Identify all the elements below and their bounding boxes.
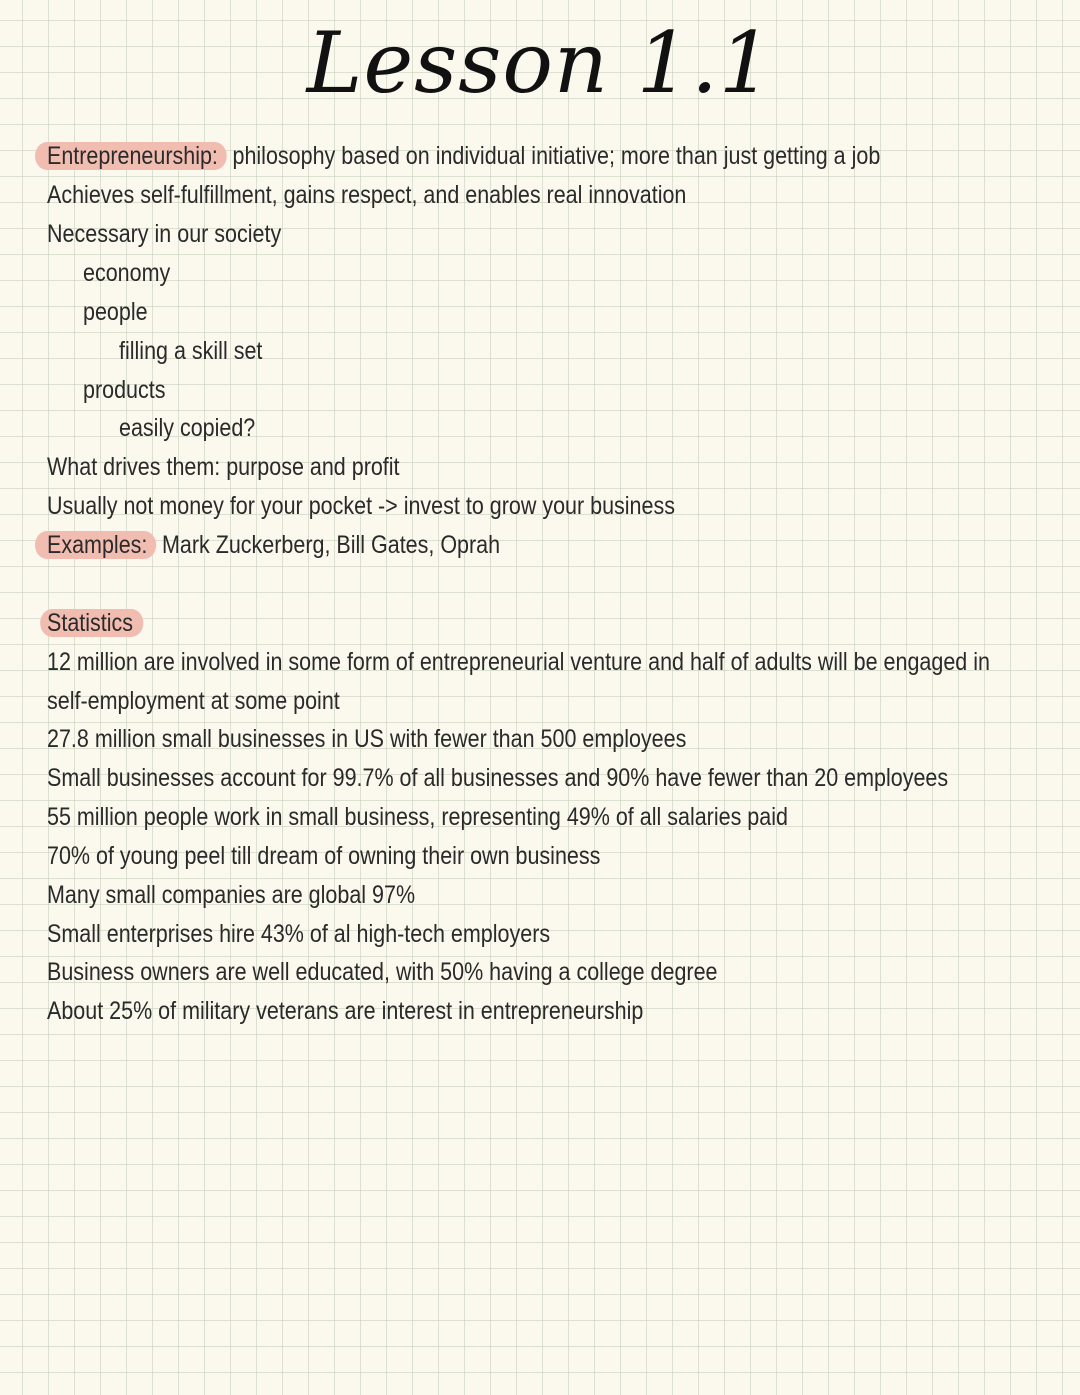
definition-text: philosophy based on individual initiative; more than just getting a job [226,142,881,170]
highlighted-examples-label: Examples: [35,531,156,559]
achieves-line: Achieves self-fulfillment, gains respect, and enables real innovation [47,181,687,209]
money-line: Usually not money for your pocket -> invest to grow your business [47,492,675,520]
examples-text: Mark Zuckerberg, Bill Gates, Oprah [155,531,501,559]
statistics-heading [47,606,143,640]
page-title: Lesson 1.1 [306,14,774,112]
sub-bullet-skill-set: filling a skill set [119,337,263,365]
stat-line-4: 55 million people work in small business, representing 49% of all salaries paid [47,803,788,831]
examples-line [47,528,500,562]
bullet-people: people [83,298,148,326]
highlighted-term: Entrepreneurship: [35,142,227,170]
stat-line-5: 70% of young peel till dream of owning their own business [47,842,601,870]
stat-line-7: Small enterprises hire 43% of al high-tech employers [47,920,551,948]
bullet-products: products [83,376,166,404]
sub-bullet-copied: easily copied? [119,414,256,442]
definition-line [47,139,880,173]
stat-line-2: 27.8 million small businesses in US with fewer than 500 employees [47,725,687,753]
stat-line-1a: 12 million are involved in some form of entrepreneurial venture and half of adults will be engaged in [47,648,990,676]
highlighted-statistics-label: Statistics [40,609,143,637]
necessary-line: Necessary in our society [47,220,282,248]
stat-line-8: Business owners are well educated, with 50% having a college degree [47,958,718,986]
stat-line-3: Small businesses account for 99.7% of all businesses and 90% have fewer than 20 employees [47,764,949,792]
bullet-economy: economy [83,259,171,287]
stat-line-9: About 25% of military veterans are interest in entrepreneurship [47,997,644,1025]
stat-line-6: Many small companies are global 97% [47,881,416,909]
stat-line-1b: self-employment at some point [47,687,340,715]
drives-line: What drives them: purpose and profit [47,453,400,481]
